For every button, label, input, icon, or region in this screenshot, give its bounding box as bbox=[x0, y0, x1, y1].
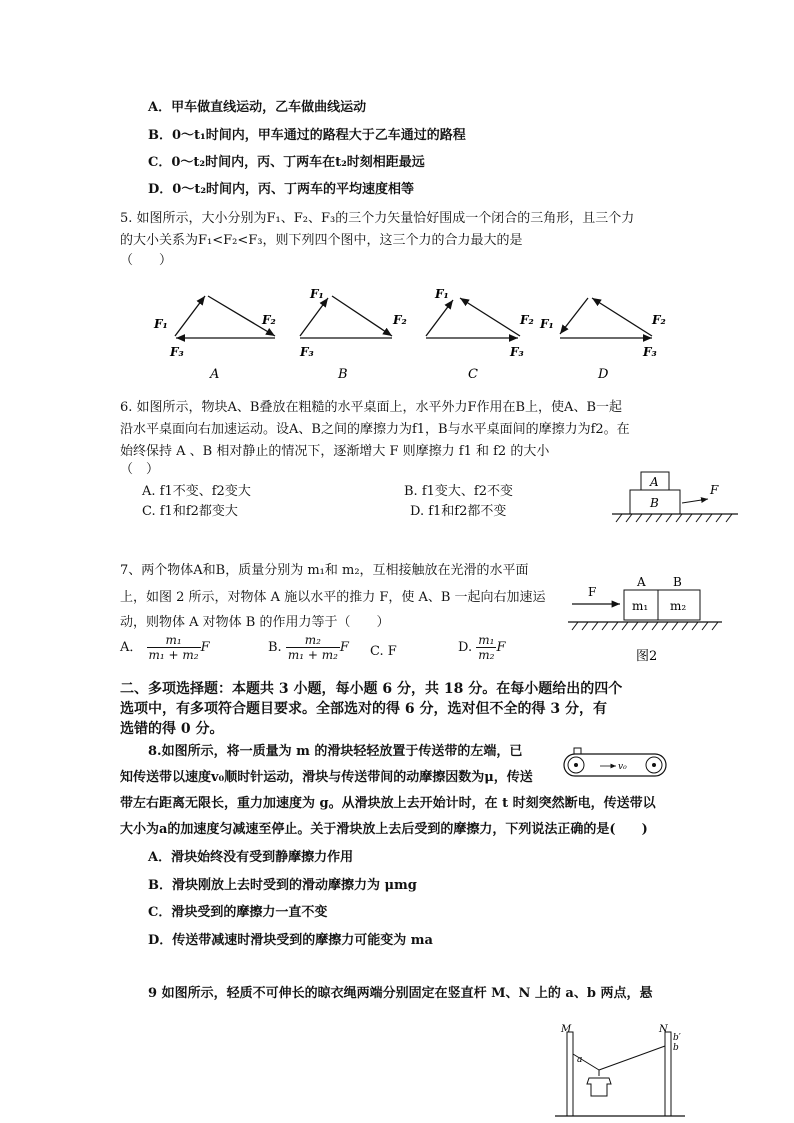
q5-c-f1-label: F₁ bbox=[435, 287, 449, 301]
q6-block-b-label: B bbox=[650, 496, 659, 510]
q5-line-1: 5. 如图所示，大小分别为F₁、F₂、F₃的三个力矢量恰好围成一个闭合的三角形，且三个力 bbox=[120, 211, 635, 226]
q9-shirt-icon bbox=[587, 1078, 611, 1096]
q5-a-f2-label: F₂ bbox=[262, 313, 276, 327]
q7-line-3: 动，则物体 A 对物体 B 的作用力等于（ ） bbox=[120, 615, 390, 630]
q5-d-f1-label: F₁ bbox=[540, 317, 554, 331]
q8-option-c: C．滑块受到的摩擦力一直不变 bbox=[148, 905, 328, 920]
q5-b-caption: B bbox=[338, 367, 348, 382]
q5-a-f3-label: F₃ bbox=[170, 345, 184, 359]
q7-a-force: F bbox=[200, 640, 210, 655]
q5-d-f2-label: F₂ bbox=[652, 313, 666, 327]
q7-option-b-fraction bbox=[286, 633, 340, 662]
q7-option-b bbox=[268, 633, 349, 662]
q5-line-2: 的大小关系为F₁<F₂<F₃，则下列四个图中，这三个力的合力最大的是 bbox=[120, 233, 523, 248]
q7-option-a bbox=[120, 633, 210, 662]
q5-c-caption: C bbox=[468, 367, 478, 382]
q7-force-label: F bbox=[588, 585, 597, 599]
q7-d-denominator: m₂ bbox=[478, 648, 495, 662]
q5-triangle-a bbox=[153, 296, 276, 382]
q5-triangle-c bbox=[426, 287, 534, 382]
q8-option-b: B．滑块刚放上去时受到的滑动摩擦力为 μmg bbox=[148, 878, 417, 893]
q4-option-c: C．0～t₂时间内，丙、丁两车在t₂时刻相距最远 bbox=[148, 155, 425, 170]
q8-line-2: 知传送带以速度v₀顺时针运动，滑块与传送带间的动摩擦因数为μ，传送 bbox=[120, 770, 533, 785]
q9-point-b-prime: b′ bbox=[673, 1033, 681, 1043]
q7-block-a-label: A bbox=[637, 575, 646, 589]
q6-option-c: C. f1和f2都变大 bbox=[142, 504, 238, 519]
q8-conveyor-figure bbox=[560, 742, 670, 782]
q9-line-1: 9 如图所示，轻质不可伸长的晾衣绳两端分别固定在竖直杆 M、N 上的 a、b 两点，悬 bbox=[148, 986, 653, 1001]
q8-line-1: 8.如图所示，将一质量为 m 的滑块轻轻放置于传送带的左端，已 bbox=[148, 744, 523, 759]
q6-line-3: 始终保持 A 、B 相对静止的情况下，逐渐增大 F 则摩擦力 f1 和 f2 的大小 bbox=[120, 444, 550, 459]
q5-b-f2-label: F₂ bbox=[393, 313, 407, 327]
q8-option-a: A．滑块始终没有受到静摩擦力作用 bbox=[148, 850, 354, 865]
q7-option-c: C. F bbox=[370, 644, 397, 659]
q4-option-a: A．甲车做直线运动，乙车做曲线运动 bbox=[148, 100, 367, 115]
q7-option-a-label: A． bbox=[120, 640, 143, 655]
q9-point-b: b bbox=[673, 1043, 679, 1053]
q7-blocks-figure bbox=[566, 572, 726, 664]
q5-answer-blank: （ ） bbox=[120, 253, 173, 268]
q9-clothesline-figure bbox=[555, 1018, 695, 1122]
section2-line-3: 选错的得 0 分。 bbox=[120, 721, 224, 737]
q7-d-numerator: m₁ bbox=[478, 633, 495, 647]
q7-line-2: 上，如图 2 所示，对物体 A 施以水平的推力 F，使 A、B 一起向右加速运 bbox=[120, 590, 546, 605]
q9-pole-m-label: M bbox=[561, 1024, 572, 1035]
q5-b-f1-label: F₁ bbox=[310, 287, 324, 301]
q4-option-b: B．0～t₁时间内，甲车通过的路程大于乙车通过的路程 bbox=[148, 128, 466, 143]
q5-triangle-d bbox=[539, 298, 666, 382]
q7-option-b-label: B. bbox=[268, 640, 282, 655]
q8-option-d: D．传送带减速时滑块受到的摩擦力可能变为 ma bbox=[148, 933, 433, 948]
q7-option-d-label: D. bbox=[458, 640, 473, 655]
q5-force-triangles-figure bbox=[140, 280, 680, 385]
q9-point-a: a bbox=[577, 1055, 583, 1065]
q7-a-denominator: m₁ + m₂ bbox=[148, 648, 199, 662]
q6-force-label: F bbox=[710, 483, 719, 497]
q8-slider-block bbox=[574, 748, 581, 754]
q7-b-force: F bbox=[339, 640, 349, 655]
q6-line-2: 沿水平桌面向右加速运动。设A、B之间的摩擦力为f1，B与水平桌面间的摩擦力为f2。在 bbox=[120, 422, 630, 437]
q7-b-numerator: m₂ bbox=[286, 633, 340, 648]
q7-line-1: 7、两个物体A和B，质量分别为 m₁和 m₂，互相接触放在光滑的水平面 bbox=[120, 563, 529, 578]
q5-a-caption: A bbox=[210, 367, 220, 382]
q7-a-numerator: m₁ bbox=[147, 633, 201, 648]
q5-b-f3-label: F₃ bbox=[300, 345, 314, 359]
q6-option-b: B. f1变大、f2不变 bbox=[404, 484, 513, 499]
q8-v0-label: v₀ bbox=[618, 762, 627, 772]
q5-a-f1-label: F₁ bbox=[154, 317, 168, 331]
q7-m2-label: m₂ bbox=[670, 599, 687, 613]
q7-option-d-fraction bbox=[476, 633, 496, 662]
section2-line-2: 选项中，有多项符合题目要求。全部选对的得 6 分，选对但不全的得 3 分，有 bbox=[120, 701, 607, 717]
q9-pole-n-label: N bbox=[659, 1024, 668, 1035]
q8-line-4: 大小为a的加速度匀减速至停止。关于滑块放上去后受到的摩擦力，下列说法正确的是( ) bbox=[120, 822, 648, 837]
q5-c-f3-label: F₃ bbox=[510, 345, 524, 359]
q5-d-caption: D bbox=[598, 367, 609, 382]
q5-triangle-b bbox=[299, 287, 407, 382]
q7-m1-label: m₁ bbox=[632, 599, 649, 613]
q7-option-d bbox=[458, 633, 505, 662]
q6-block-a-label: A bbox=[650, 475, 659, 489]
q5-d-f3-label: F₃ bbox=[643, 345, 657, 359]
q6-line-1: 6. 如图所示，物块A、B叠放在粗糙的水平桌面上，水平外力F作用在B上，使A、B一起 bbox=[120, 400, 622, 415]
q6-option-d: D. f1和f2都不变 bbox=[410, 504, 507, 519]
q8-line-3: 带左右距离无限长，重力加速度为 g。从滑块放上去开始计时，在 t 时刻突然断电，传送带以 bbox=[120, 796, 656, 811]
q5-c-f2-label: F₂ bbox=[520, 313, 534, 327]
q7-b-denominator: m₁ + m₂ bbox=[287, 648, 338, 662]
section2-line-1: 二、多项选择题：本题共 3 小题，每小题 6 分，共 18 分。在每小题给出的四个 bbox=[120, 681, 623, 697]
q4-option-d: D．0～t₂时间内，丙、丁两车的平均速度相等 bbox=[148, 182, 415, 197]
q7-option-a-fraction bbox=[147, 633, 201, 662]
q6-option-a: A. f1不变、f2变大 bbox=[142, 484, 251, 499]
q7-block-b-label: B bbox=[673, 575, 682, 589]
q6-blocks-figure bbox=[608, 470, 742, 528]
q7-figure-caption: 图2 bbox=[636, 649, 658, 664]
q7-d-force: F bbox=[496, 640, 506, 655]
q6-answer-blank: （ ） bbox=[120, 462, 160, 477]
